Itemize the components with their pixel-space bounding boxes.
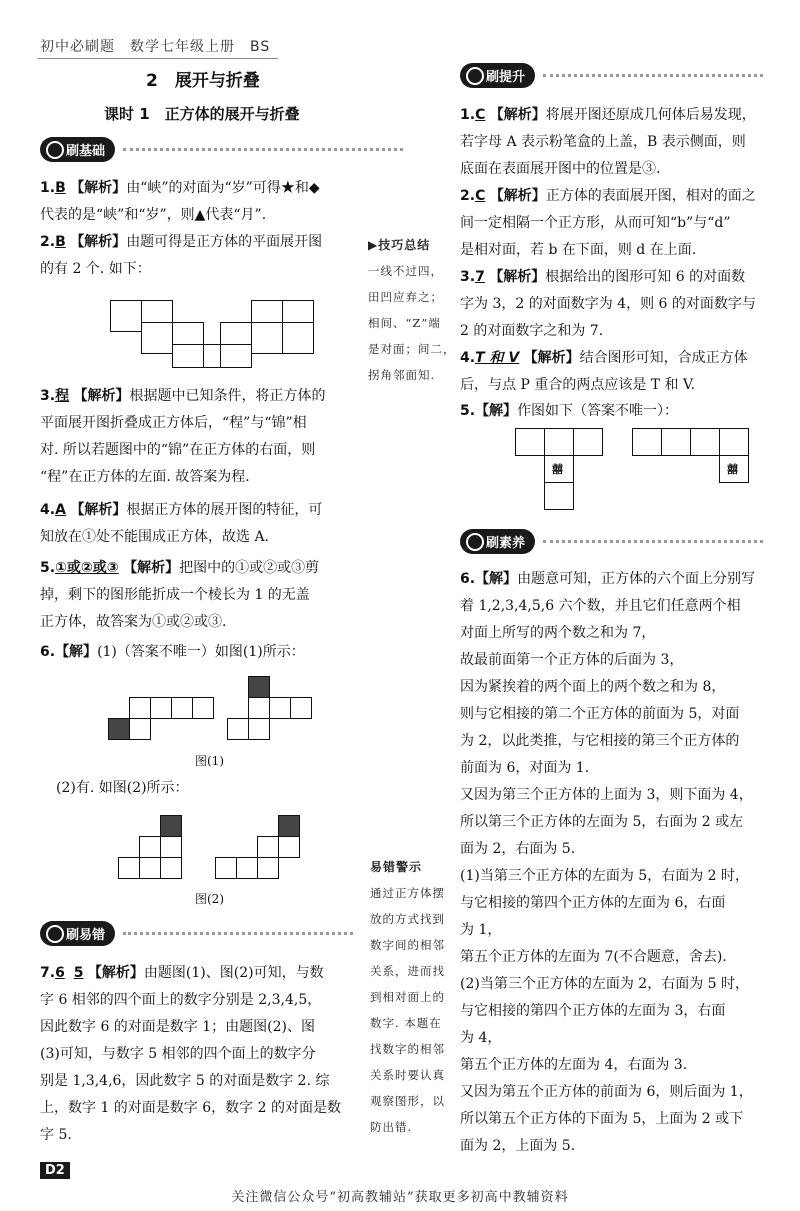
- lesson-title: 课时 1 正方体的展开与折叠: [104, 105, 300, 123]
- badge-literacy: [460, 528, 763, 554]
- badge-dots: [123, 932, 353, 935]
- figure-1: [108, 676, 338, 746]
- figure-2: [118, 815, 348, 885]
- badge-dots: [543, 74, 763, 77]
- right-question-5: 5.【解】作图如下（答案不唯一）：: [460, 403, 679, 419]
- question-6-part-2: (2)有. 如图(2)所示：: [56, 780, 189, 796]
- figure-1-caption: 图(1): [195, 754, 224, 768]
- badge-improve: [460, 62, 763, 88]
- badge-improve-label: 刷提升: [460, 63, 535, 88]
- r5-nets-figure: [515, 428, 755, 518]
- question-7: 7.6 5 【解析】由题图(1)、图(2)可知，与数 字 6 相邻的四个面上的数字分别是 2,3,4,5， 因此数字 6 的对面是数字 1；由题图(2)、图 (3)可知，与数字 5 相邻的四个面上的数字分 别是 1,3,4,6，因此数字 5 的对面是数字 2. 综 上，数字 1 的对面是数字 6，数字 2 的对面是数 字 5.: [40, 965, 341, 1143]
- badge-mistake-label: 刷易错: [40, 921, 115, 946]
- badge-literacy-label: 刷素养: [460, 529, 535, 554]
- running-header: 初中必刷题 数学七年级上册 BS: [40, 39, 271, 55]
- right-question-4: 4.T 和 V 【解析】结合图形可知，合成正方体 后，与点 P 重合的两点应该是 T 和 V.: [460, 350, 748, 393]
- side-warning: 易错警示 通过正方体摆 放的方式找到 数字间的相邻 关系，进而找 到相对面上的 数字. 本题在 找数字的相邻 关系时要认真 观察图形，以 防出错.: [370, 860, 445, 1134]
- xi-glyph-2: 囍: [727, 463, 738, 476]
- badge-dots: [123, 148, 403, 151]
- badge-mistake: [40, 920, 353, 946]
- side-tip: ▶技巧总结 一线不过四， 田凹应弃之； 相间、“Z”端 是对面；间二， 拐角邻面知.: [368, 238, 456, 382]
- question-2: 2.B 【解析】由题可得是正方体的平面展开图 的有 2 个. 如下：: [40, 234, 323, 277]
- question-3: 3.程 【解析】根据题中已知条件，将正方体的 平面展开图折叠成正方体后，“程”与“锦”相 对. 所以若题图中的“锦”在正方体的右面，则 “程”在正方体的左面. 故答案为程.: [40, 388, 326, 485]
- question-6: 6.【解】(1)（答案不唯一）如图(1)所示：: [40, 644, 305, 660]
- badge-basic-label: 刷基础: [40, 137, 115, 162]
- question-4: 4.A 【解析】根据正方体的展开图的特征，可 知放在①处不能围成正方体，故选 A.: [40, 502, 323, 545]
- page-number: D2: [40, 1162, 70, 1179]
- right-question-1: 1.C 【解析】将展开图还原成几何体后易发现， 若字母 A 表示粉笔盒的上盖，B 表示侧面，则 底面在表面展开图中的位置是③.: [460, 107, 756, 177]
- badge-basic: [40, 136, 403, 162]
- badge-dots: [543, 540, 763, 543]
- footer-note: 关注微信公众号“初高教辅站”获取更多初高中教辅资料: [231, 1190, 569, 1205]
- header-rule: [38, 58, 278, 59]
- right-question-2: 2.C 【解析】正方体的表面展开图，相对的面之 间一定相隔一个正方形，从而可知“b”与“d” 是相对面，若 b 在下面，则 d 在上面.: [460, 188, 756, 258]
- figure-2-caption: 图(2): [195, 892, 224, 906]
- q2-nets-figure: [110, 300, 360, 370]
- section-title: 2 展开与折叠: [146, 71, 260, 91]
- right-question-3: 3.7 【解析】根据给出的图形可知 6 的对面数 字为 3，2 的对面数字为 4，则 6 的对面数字与 2 的对面数字之和为 7.: [460, 269, 756, 339]
- question-1: 1.B 【解析】由“峡”的对面为“岁”可得★和◆ 代表的是“峡”和“岁”，则▲代表“月”.: [40, 180, 320, 223]
- xi-glyph-1: 囍: [552, 463, 563, 476]
- right-question-6: 6.【解】由题意可知，正方体的六个面上分别写 着 1,2,3,4,5,6 六个数，并且它们任意两个相 对面上所写的两个数之和为 7， 故最前面第一个正方体的后面为 3， 因为紧挨着的两个面上的两个数之和为 8， 则与它相接的第二个正方体的前面为 5，对面 为 2，以此类推，与它相接的第三个正方体的 前面为 6，对面为 1. 又因为第三个正方体的上面为 3，则下面为 4， 所以第三个正方体的左面为 5，右面为 2 或左 面为 2，右面为 5. (1)当第三个正方体的左面为 5，右面为 2 时， 与它相接的第四个正方体的左面为 6，右面 为 1， 第五个正方体的左面为 7(不合题意，舍去). (2)当第三个正方体的左面为 2，右面为 5 时， 与它相接的第四个正方体的左面为 3，右面 为 4， 第五个正方体的左面为 4，右面为 3. 又因为第五个正方体的前面为 6，则后面为 1， 所以第五个正方体的下面为 5，上面为 2 或下 面为 2，上面为 5.: [460, 571, 756, 1154]
- question-5: 5.①或②或③ 【解析】把图中的①或②或③剪 掉，剩下的图形能折成一个棱长为 1 的无盖 正方体，故答案为①或②或③.: [40, 560, 320, 630]
